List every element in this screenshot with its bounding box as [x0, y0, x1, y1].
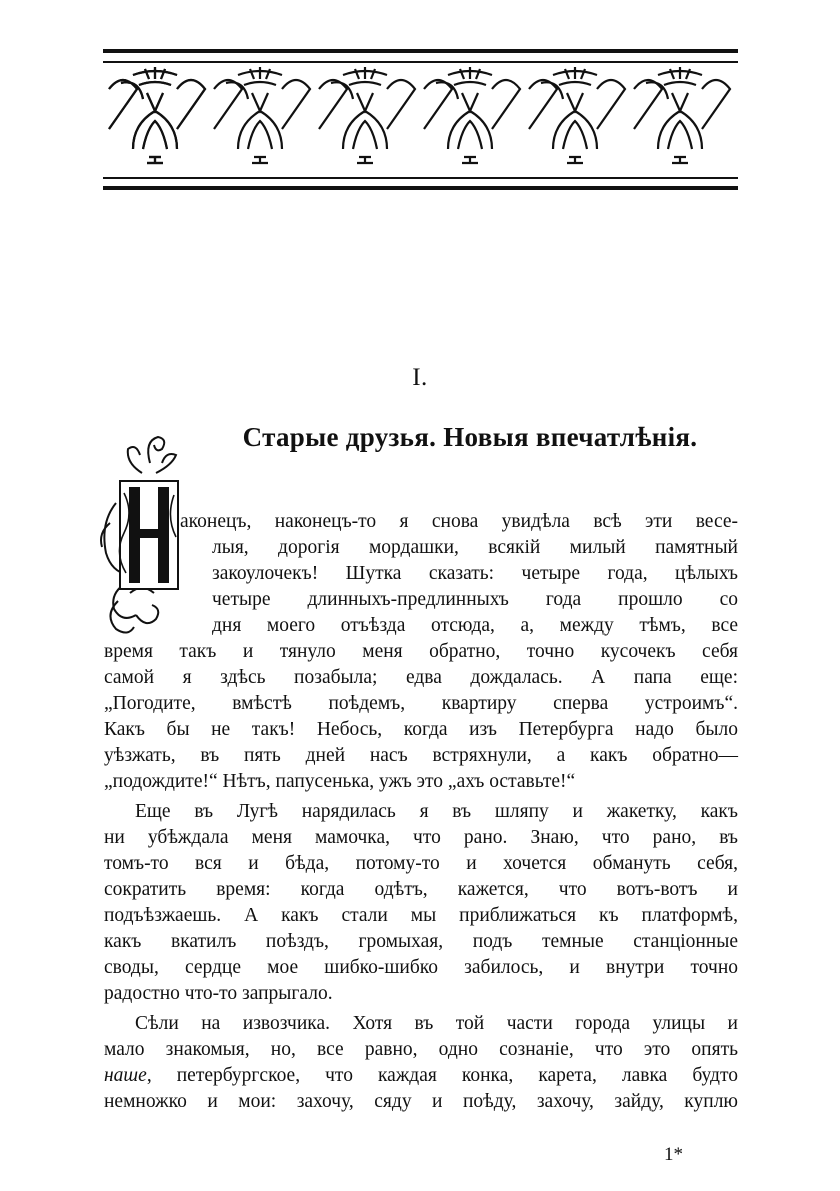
text-line: дня моего отъѣзда отсюда, а, между тѣмъ, все — [212, 615, 738, 636]
text-line: лыя, дорогія мордашки, всякій милый памятный — [212, 537, 738, 558]
text-line: радостно что-то запрыгало. — [104, 983, 333, 1004]
text-line: ни убѣждала меня мамочка, что рано. Знаю, что рано, въ — [104, 827, 738, 848]
text-line: закоулочекъ! Шутка сказать: четыре года, цѣлыхъ — [212, 563, 738, 584]
page-number: 1* — [664, 1144, 683, 1165]
text-line-rest: , петербургское, что каждая конка, карета, лавка будто — [146, 1065, 738, 1086]
text-line: „подождите!“ Нѣтъ, папусенька, ужъ это „ахъ оставьте!“ — [104, 771, 576, 792]
ornamental-drop-cap-icon — [96, 433, 188, 641]
text-line: Какъ бы не такъ! Небось, когда изъ Петербурга надо было — [104, 719, 738, 740]
chapter-number: I. — [412, 364, 428, 391]
text-line: Еще въ Лугѣ нарядилась я въ шляпу и жакетку, какъ — [135, 801, 738, 822]
emphasized-word: наше — [104, 1065, 147, 1086]
text-line: четыре длинныхъ-предлинныхъ года прошло со — [212, 589, 738, 610]
ornamental-border-icon — [103, 49, 738, 191]
chapter-title: Старые друзья. Новыя впечатлѣнія. — [242, 422, 698, 452]
text-line: томъ-то вся и бѣда, потому-то и хочется обмануть себя, — [104, 853, 738, 874]
text-line: Сѣли на извозчика. Хотя въ той части города улицы и — [135, 1013, 738, 1034]
text-line: мало знакомыя, но, все равно, одно сознаніе, что это опять — [104, 1039, 738, 1060]
text-line: уѣзжать, въ пять дней насъ встряхнули, а какъ обратно— — [104, 745, 738, 766]
text-line: „Погодите, вмѣстѣ поѣдемъ, квартиру сперва устроимъ“. — [104, 693, 738, 714]
text-line: немножко и мои: захочу, сяду и поѣду, захочу, зайду, куплю — [104, 1091, 738, 1112]
text-line: самой я здѣсь позабыла; едва дождалась. А папа еще: — [104, 667, 738, 688]
text-line: подъѣзжаешь. А какъ стали мы приближаться къ платформѣ, — [104, 905, 738, 926]
drop-cap — [96, 433, 188, 641]
text-line: аконецъ, наконецъ-то я снова увидѣла всѣ эти весе- — [180, 511, 738, 532]
text-line: сократить время: когда одѣтъ, кажется, что вотъ-вотъ и — [104, 879, 738, 900]
text-line: своды, сердце мое шибко-шибко забилось, и внутри точно — [104, 957, 738, 978]
header-ornament — [103, 49, 738, 191]
text-line: время такъ и тянуло меня обратно, точно кусочекъ себя — [104, 641, 738, 662]
text-line — [104, 1063, 738, 1089]
text-line: какъ вкатилъ поѣздъ, громыхая, подъ темные станціонные — [104, 931, 738, 952]
